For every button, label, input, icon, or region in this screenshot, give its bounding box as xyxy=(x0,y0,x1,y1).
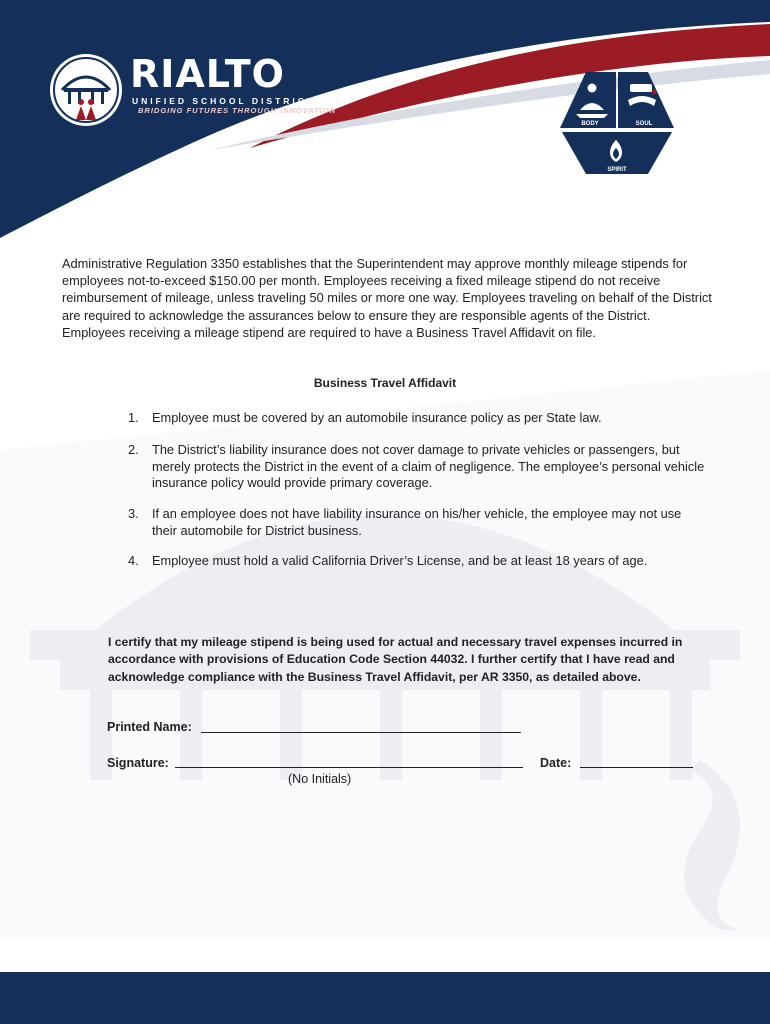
district-seal-logo xyxy=(48,52,124,128)
body-soul-spirit-badge xyxy=(558,70,676,176)
date-field[interactable] xyxy=(580,767,693,768)
printed-name-label: Printed Name: xyxy=(107,720,192,734)
signature-field[interactable] xyxy=(175,767,523,768)
badge-body-label: BODY xyxy=(581,121,599,127)
badge-soul-label: SOUL xyxy=(635,121,653,127)
item-text: Employee must be covered by an automobile insurance policy as per State law. xyxy=(152,410,602,425)
item-number: 1. xyxy=(128,410,139,425)
item-number: 3. xyxy=(128,506,139,521)
signature-note: (No Initials) xyxy=(288,772,352,786)
date-label: Date: xyxy=(540,756,572,770)
item-text: If an employee does not have liability insurance on his/her vehicle, the employee may not use their automobile for District business. xyxy=(152,506,682,538)
district-name: RIALTO xyxy=(130,52,285,96)
intro-paragraph: Administrative Regulation 3350 establishes that the Superintendent may approve monthly mileage stipends for employees not-to-exceed $150.00 per month. Employees receiving a fixed mileage stipend do not receive reimbursement of mileage, unless traveling 50 miles or more one way. Employees traveling on behalf of the District are required to acknowledge the assurances below to ensure they are responsible agents of the District. Employees receiving a mileage stipend are required to have a Business Travel Affidavit on file. xyxy=(62,256,712,340)
signature-label: Signature: xyxy=(107,756,169,770)
item-text: Employee must hold a valid California Driver’s License, and be at least 18 years of age. xyxy=(152,553,648,568)
badge-spirit-label: SPIRIT xyxy=(607,167,627,173)
printed-name-field[interactable] xyxy=(201,732,521,733)
district-subtitle: UNIFIED SCHOOL DISTRICT xyxy=(132,96,316,106)
certification-statement: I certify that my mileage stipend is being used for actual and necessary travel expenses incurred in accordance with provisions of Education Code Section 44032. I further certify that I have read and acknowledge compliance with the Business Travel Affidavit, per AR 3350, as detailed above. xyxy=(108,635,683,684)
district-tagline: BRIDGING FUTURES THROUGH INNOVATION xyxy=(138,106,337,115)
footer-bar xyxy=(0,972,770,1024)
affidavit-title: Business Travel Affidavit xyxy=(313,376,457,390)
item-text: The District’s liability insurance does not cover damage to private vehicles or passengers, but merely protects the District in the event of a claim of negligence. The employee’s personal vehicle insurance policy would provide primary coverage. xyxy=(152,442,705,490)
item-number: 4. xyxy=(128,553,139,568)
item-number: 2. xyxy=(128,442,139,457)
